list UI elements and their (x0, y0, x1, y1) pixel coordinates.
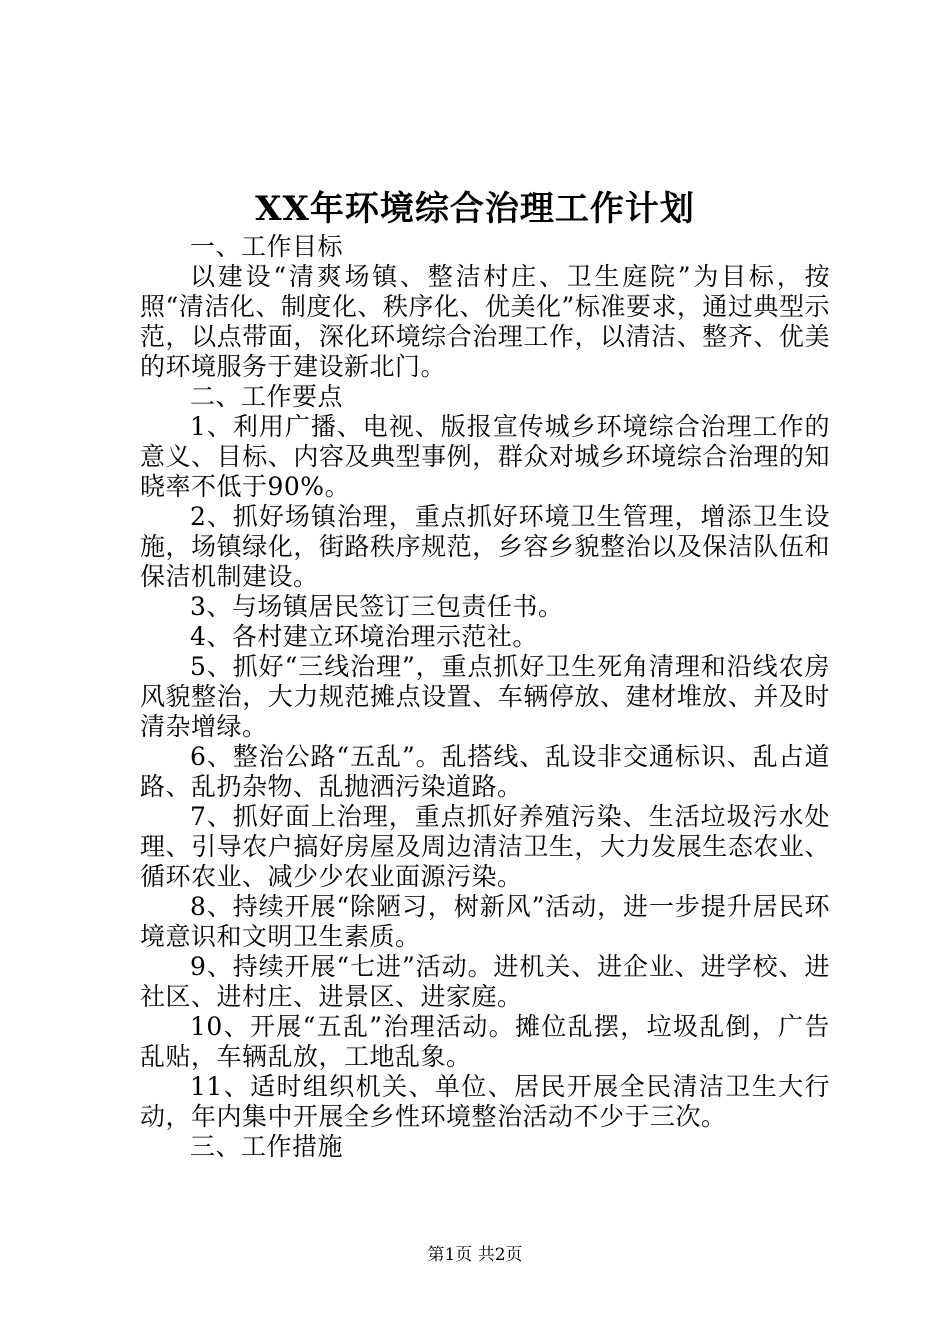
section-heading-measures: 三、工作措施 (190, 1132, 344, 1161)
page-footer: 第1页 共2页 (427, 1245, 523, 1265)
paragraph-point-7: 7、抓好面上治理，重点抓好养殖污染、生活垃圾污水处理、引导农户搞好房屋及周边清洁卫生，大力发展生态农业、循环农业、减少少农业面源污染。 (140, 802, 830, 891)
paragraph-point-3: 3、与场镇居民签订三包责任书。 (190, 592, 564, 621)
paragraph-point-11: 11、适时组织机关、单位、居民开展全民清洁卫生大行动，年内集中开展全乡性环境整治活动不少于三次。 (140, 1072, 830, 1131)
paragraph-point-4: 4、各村建立环境治理示范社。 (190, 622, 538, 651)
paragraph-point-6: 6、整治公路“五乱”。乱搭线、乱设非交通标识、乱占道路、乱扔杂物、乱抛洒污染道路。 (140, 742, 830, 801)
paragraph-point-2: 2、抓好场镇治理，重点抓好环境卫生管理，增添卫生设施，场镇绿化，街路秩序规范，乡容乡貌整治以及保洁队伍和保洁机制建设。 (140, 502, 830, 591)
document-title: XX年环境综合治理工作计划 (255, 189, 695, 229)
document-body (140, 232, 830, 1162)
paragraph-point-10: 10、开展“五乱”治理活动。摊位乱摆，垃圾乱倒，广告乱贴，车辆乱放，工地乱象。 (140, 1012, 830, 1071)
paragraph-point-9: 9、持续开展“七进”活动。进机关、进企业、进学校、进社区、进村庄、进景区、进家庭。 (140, 952, 830, 1011)
paragraph-point-8: 8、持续开展“除陋习，树新风”活动，进一步提升居民环境意识和文明卫生素质。 (140, 892, 830, 951)
section-heading-goal: 一、工作目标 (190, 232, 344, 261)
paragraph-point-5: 5、抓好“三线治理”，重点抓好卫生死角清理和沿线农房风貌整治，大力规范摊点设置、车辆停放、建材堆放、并及时清杂增绿。 (140, 652, 830, 741)
section-heading-points: 二、工作要点 (190, 382, 344, 411)
paragraph-point-1: 1、利用广播、电视、版报宣传城乡环境综合治理工作的意义、目标、内容及典型事例，群众对城乡环境综合治理的知晓率不低于90%。 (140, 412, 830, 501)
paragraph-goal: 以建设“清爽场镇、整洁村庄、卫生庭院”为目标，按照“清洁化、制度化、秩序化、优美化”标准要求，通过典型示范，以点带面，深化环境综合治理工作，以清洁、整齐、优美的环境服务于建设新北门。 (140, 262, 830, 381)
